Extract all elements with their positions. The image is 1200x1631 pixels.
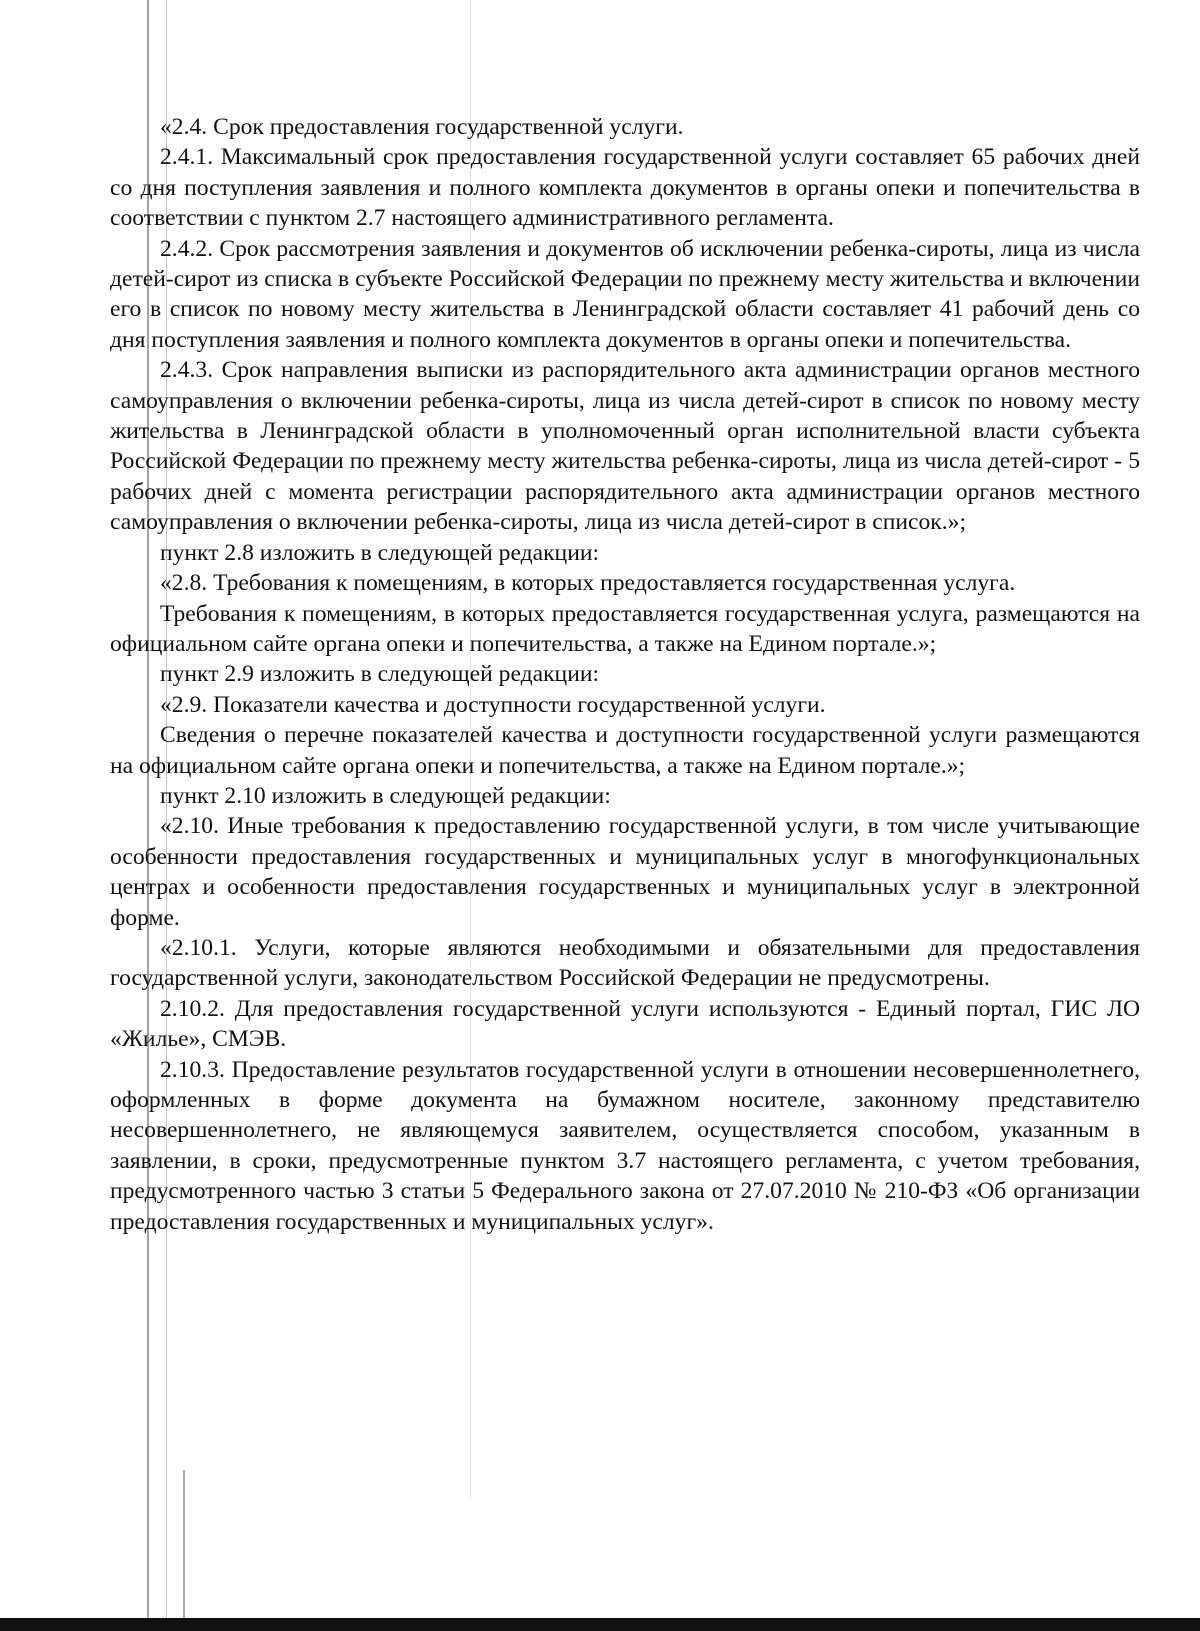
paragraph-2-10-heading: «2.10. Иные требования к предоставлению государственной услуги, в том числе учитывающие особенности предоставления государственных и муниципальных услуг в многофункциональных центрах и особенности предоставления государственных и муниципальных услуг в электронной форме. (110, 813, 1140, 931)
scan-bottom-edge (0, 1618, 1200, 1631)
paragraph-2-10-1: «2.10.1. Услуги, которые являются необходимыми и обязательными для предоставления государственной услуги, законодательством Российской Федерации не предусмотрены. (110, 934, 1140, 992)
document-body (110, 112, 1140, 1237)
scan-artifact-line (183, 1470, 185, 1618)
paragraph-2-4-heading: «2.4. Срок предоставления государственной услуги. (160, 114, 684, 140)
paragraph-2-4-3: 2.4.3. Срок направления выписки из распорядительного акта администрации органов местного самоуправления о включении ребенка-сироты, лица из числа детей-сирот в список по новому месту жительства в Ленинградской области в уполномоченный орган исполнительной власти субъекта Российской Федерации по прежнему месту жительства ребенка-сироты, лица из числа детей-сирот - 5 рабочих дней с момента регистрации распорядительного акта администрации органов местного самоуправления о включении ребенка-сироты, лица из числа детей-сирот в список.»; (110, 357, 1140, 536)
paragraph-2-10-3: 2.10.3. Предоставление результатов государственной услуги в отношении несовершеннолетнего, оформленных в форме документа на бумажном носителе, законному представителю несовершеннолетнего, не являющемуся заявителем, осуществляется способом, указанным в заявлении, в сроки, предусмотренные пунктом 3.7 настоящего регламента, с учетом требования, предусмотренного частью 3 статьи 5 Федерального закона от 27.07.2010 № 210-ФЗ «Об организации предоставления государственных и муниципальных услуг». (110, 1056, 1140, 1235)
paragraph-amend-2-9: пункт 2.9 изложить в следующей редакции: (160, 661, 599, 688)
paragraph-2-9-body: Сведения о перечне показателей качества и доступности государственной услуги размещаются на официальном сайте органа опеки и попечительства, а также на Едином портале.»; (110, 722, 1140, 779)
paragraph-2-10-2: 2.10.2. Для предоставления государственной услуги используются - Единый портал, ГИС ЛО «Жилье», СМЭВ. (110, 995, 1140, 1053)
paragraph-amend-2-10: пункт 2.10 изложить в следующей редакции: (160, 782, 611, 809)
paragraph-2-4-2: 2.4.2. Срок рассмотрения заявления и документов об исключении ребенка-сироты, лица из числа детей-сирот из списка в субъекте Российской Федерации по прежнему месту жительства и включении его в список по новому месту жительства в Ленинградской области составляет 41 рабочий день со дня поступления заявления и полного комплекта документов в органы опеки и попечительства. (110, 235, 1140, 353)
paragraph-2-8-body: Требования к помещениям, в которых предоставляется государственная услуга, размещаются на официальном сайте органа опеки и попечительства, а также на Едином портале.»; (110, 600, 1140, 657)
paragraph-2-4-1: 2.4.1. Максимальный срок предоставления государственной услуги составляет 65 рабочих дней со дня поступления заявления и полного комплекта документов в органы опеки и попечительства в соответствии с пунктом 2.7 настоящего административного регламента. (110, 144, 1140, 232)
paragraph-amend-2-8: пункт 2.8 изложить в следующей редакции: (160, 539, 599, 566)
paragraph-2-9-heading: «2.9. Показатели качества и доступности государственной услуги. (160, 691, 826, 718)
paragraph-2-8-heading: «2.8. Требования к помещениям, в которых предоставляется государственная услуга. (160, 570, 1016, 597)
